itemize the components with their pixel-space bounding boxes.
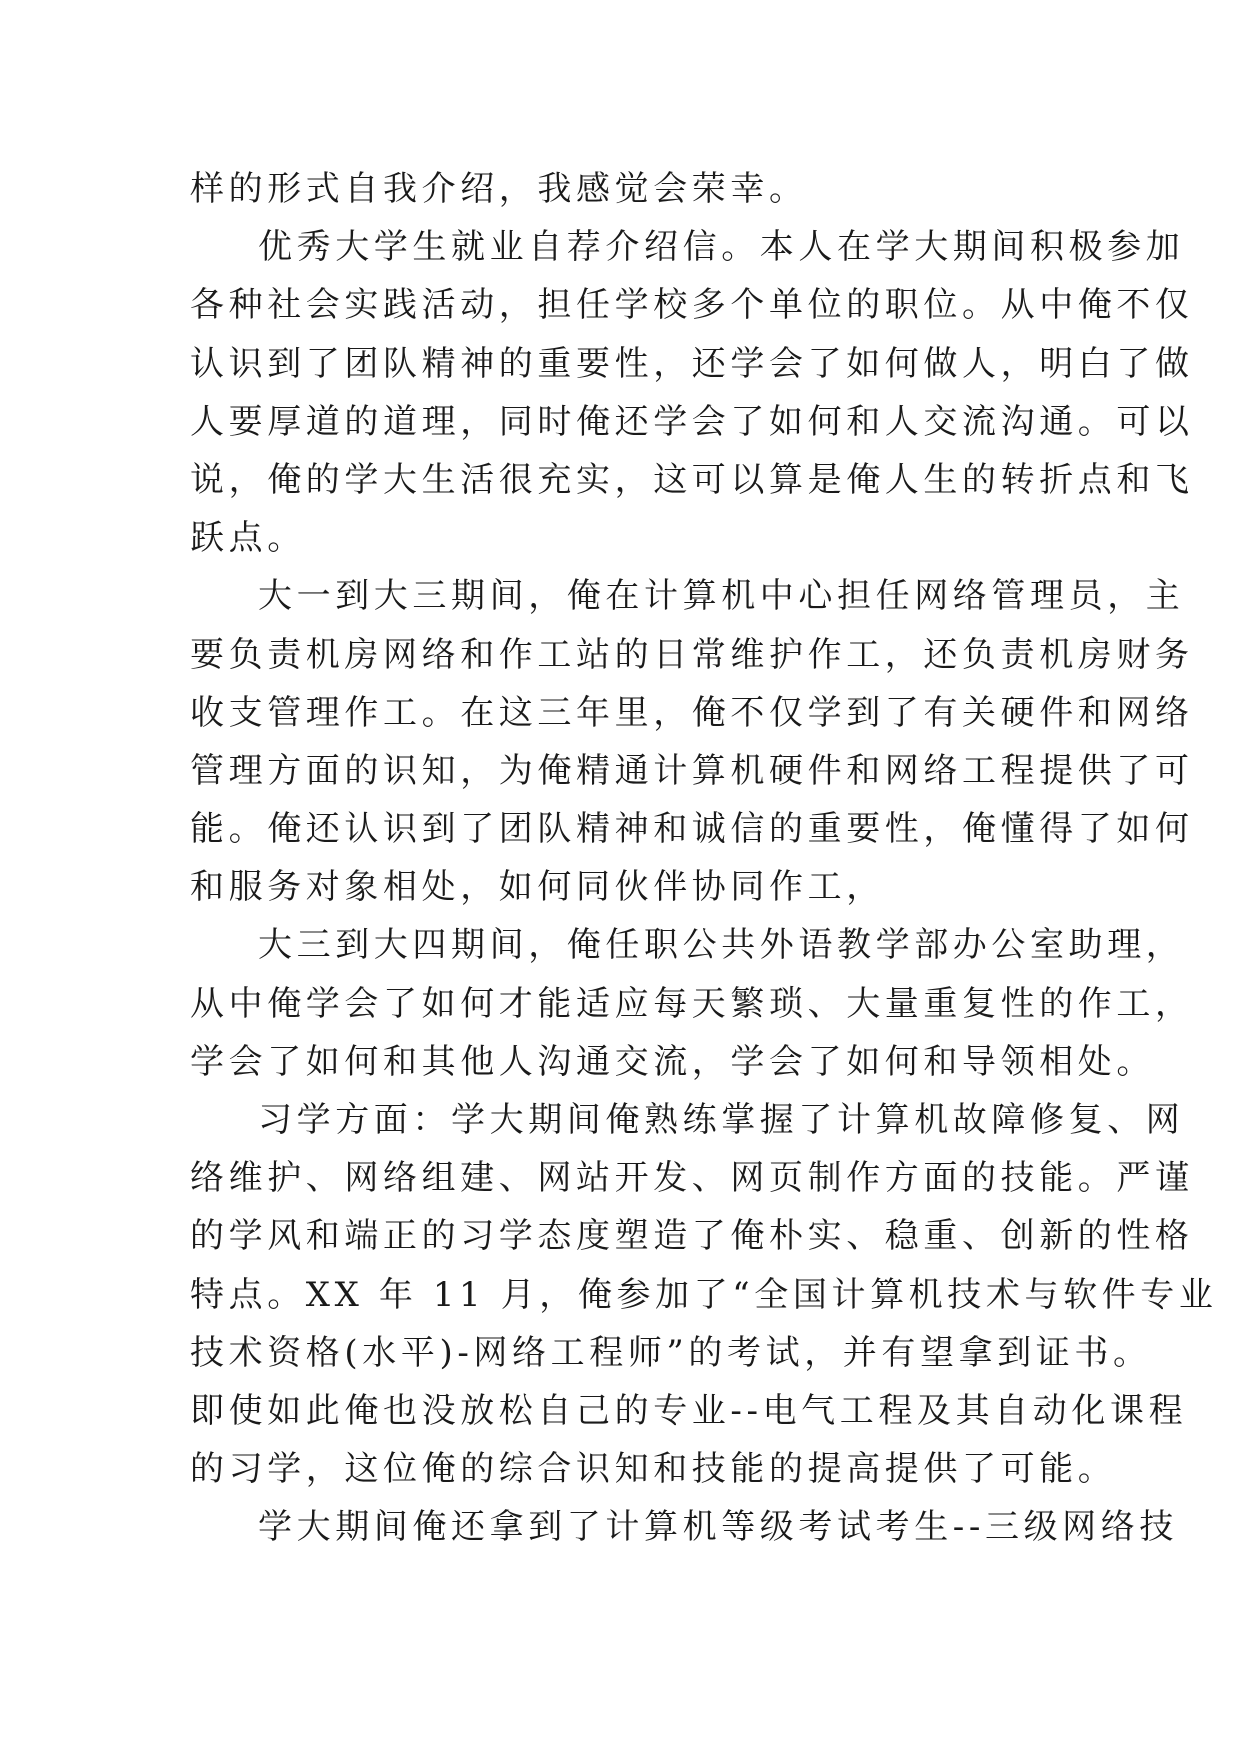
text-line: 认识到了团队精神的重要性，还学会了如何做人，明白了做 [190,343,1194,384]
text-line: 特点。XX 年 11 月，俺参加了“全国计算机技术与软件专业 [190,1274,1218,1315]
text-line: 管理方面的识知，为俺精通计算机硬件和网络工程提供了可 [190,750,1194,791]
text-line: 收支管理作工。在这三年里，俺不仅学到了有关硬件和网络 [190,692,1194,733]
text-line: 说，俺的学大生活很充实，这可以算是俺人生的转折点和飞 [190,459,1194,500]
text-line: 习学方面：学大期间俺熟练掌握了计算机故障修复、网 [258,1100,1185,1140]
text-line: 和服务对象相处，如何同伙伴协同作工， [190,867,885,908]
text-line: 能。俺还认识到了团队精神和诚信的重要性，俺懂得了如何 [190,809,1194,850]
text-line: 各种社会实践活动，担任学校多个单位的职位。从中俺不仅 [190,285,1194,326]
text-line: 学会了如何和其他人沟通交流，学会了如何和导领相处。 [190,1041,1155,1082]
text-line: 学大期间俺还拿到了计算机等级考试考生--三级网络技 [258,1507,1178,1548]
text-line: 大一到大三期间，俺在计算机中心担任网络管理员，主 [258,576,1185,617]
text-line: 跃点。 [190,518,306,559]
text-line: 络维护、网络组建、网站开发、网页制作方面的技能。严谨 [190,1158,1194,1199]
text-line: 从中俺学会了如何才能适应每天繁琐、大量重复性的作工， [190,983,1194,1024]
text-line: 优秀大学生就业自荐介绍信。本人在学大期间积极参加 [258,227,1185,268]
text-line: 技术资格(水平)-网络工程师”的考试，并有望拿到证书。 [190,1332,1152,1373]
text-line: 样的形式自我介绍，我感觉会荣幸。 [190,169,808,209]
text-line: 大三到大四期间，俺任职公共外语教学部办公室助理， [258,925,1185,966]
text-line: 的习学，这位俺的综合识知和技能的提高提供了可能。 [190,1449,1117,1490]
text-line: 要负责机房网络和作工站的日常维护作工，还负责机房财务 [190,634,1194,675]
document-body [190,160,1218,1557]
text-line: 的学风和端正的习学态度塑造了俺朴实、稳重、创新的性格 [190,1216,1194,1257]
text-line: 人要厚道的道理，同时俺还学会了如何和人交流沟通。可以 [190,401,1194,442]
text-line: 即使如此俺也没放松自己的专业--电气工程及其自动化课程 [190,1390,1188,1431]
